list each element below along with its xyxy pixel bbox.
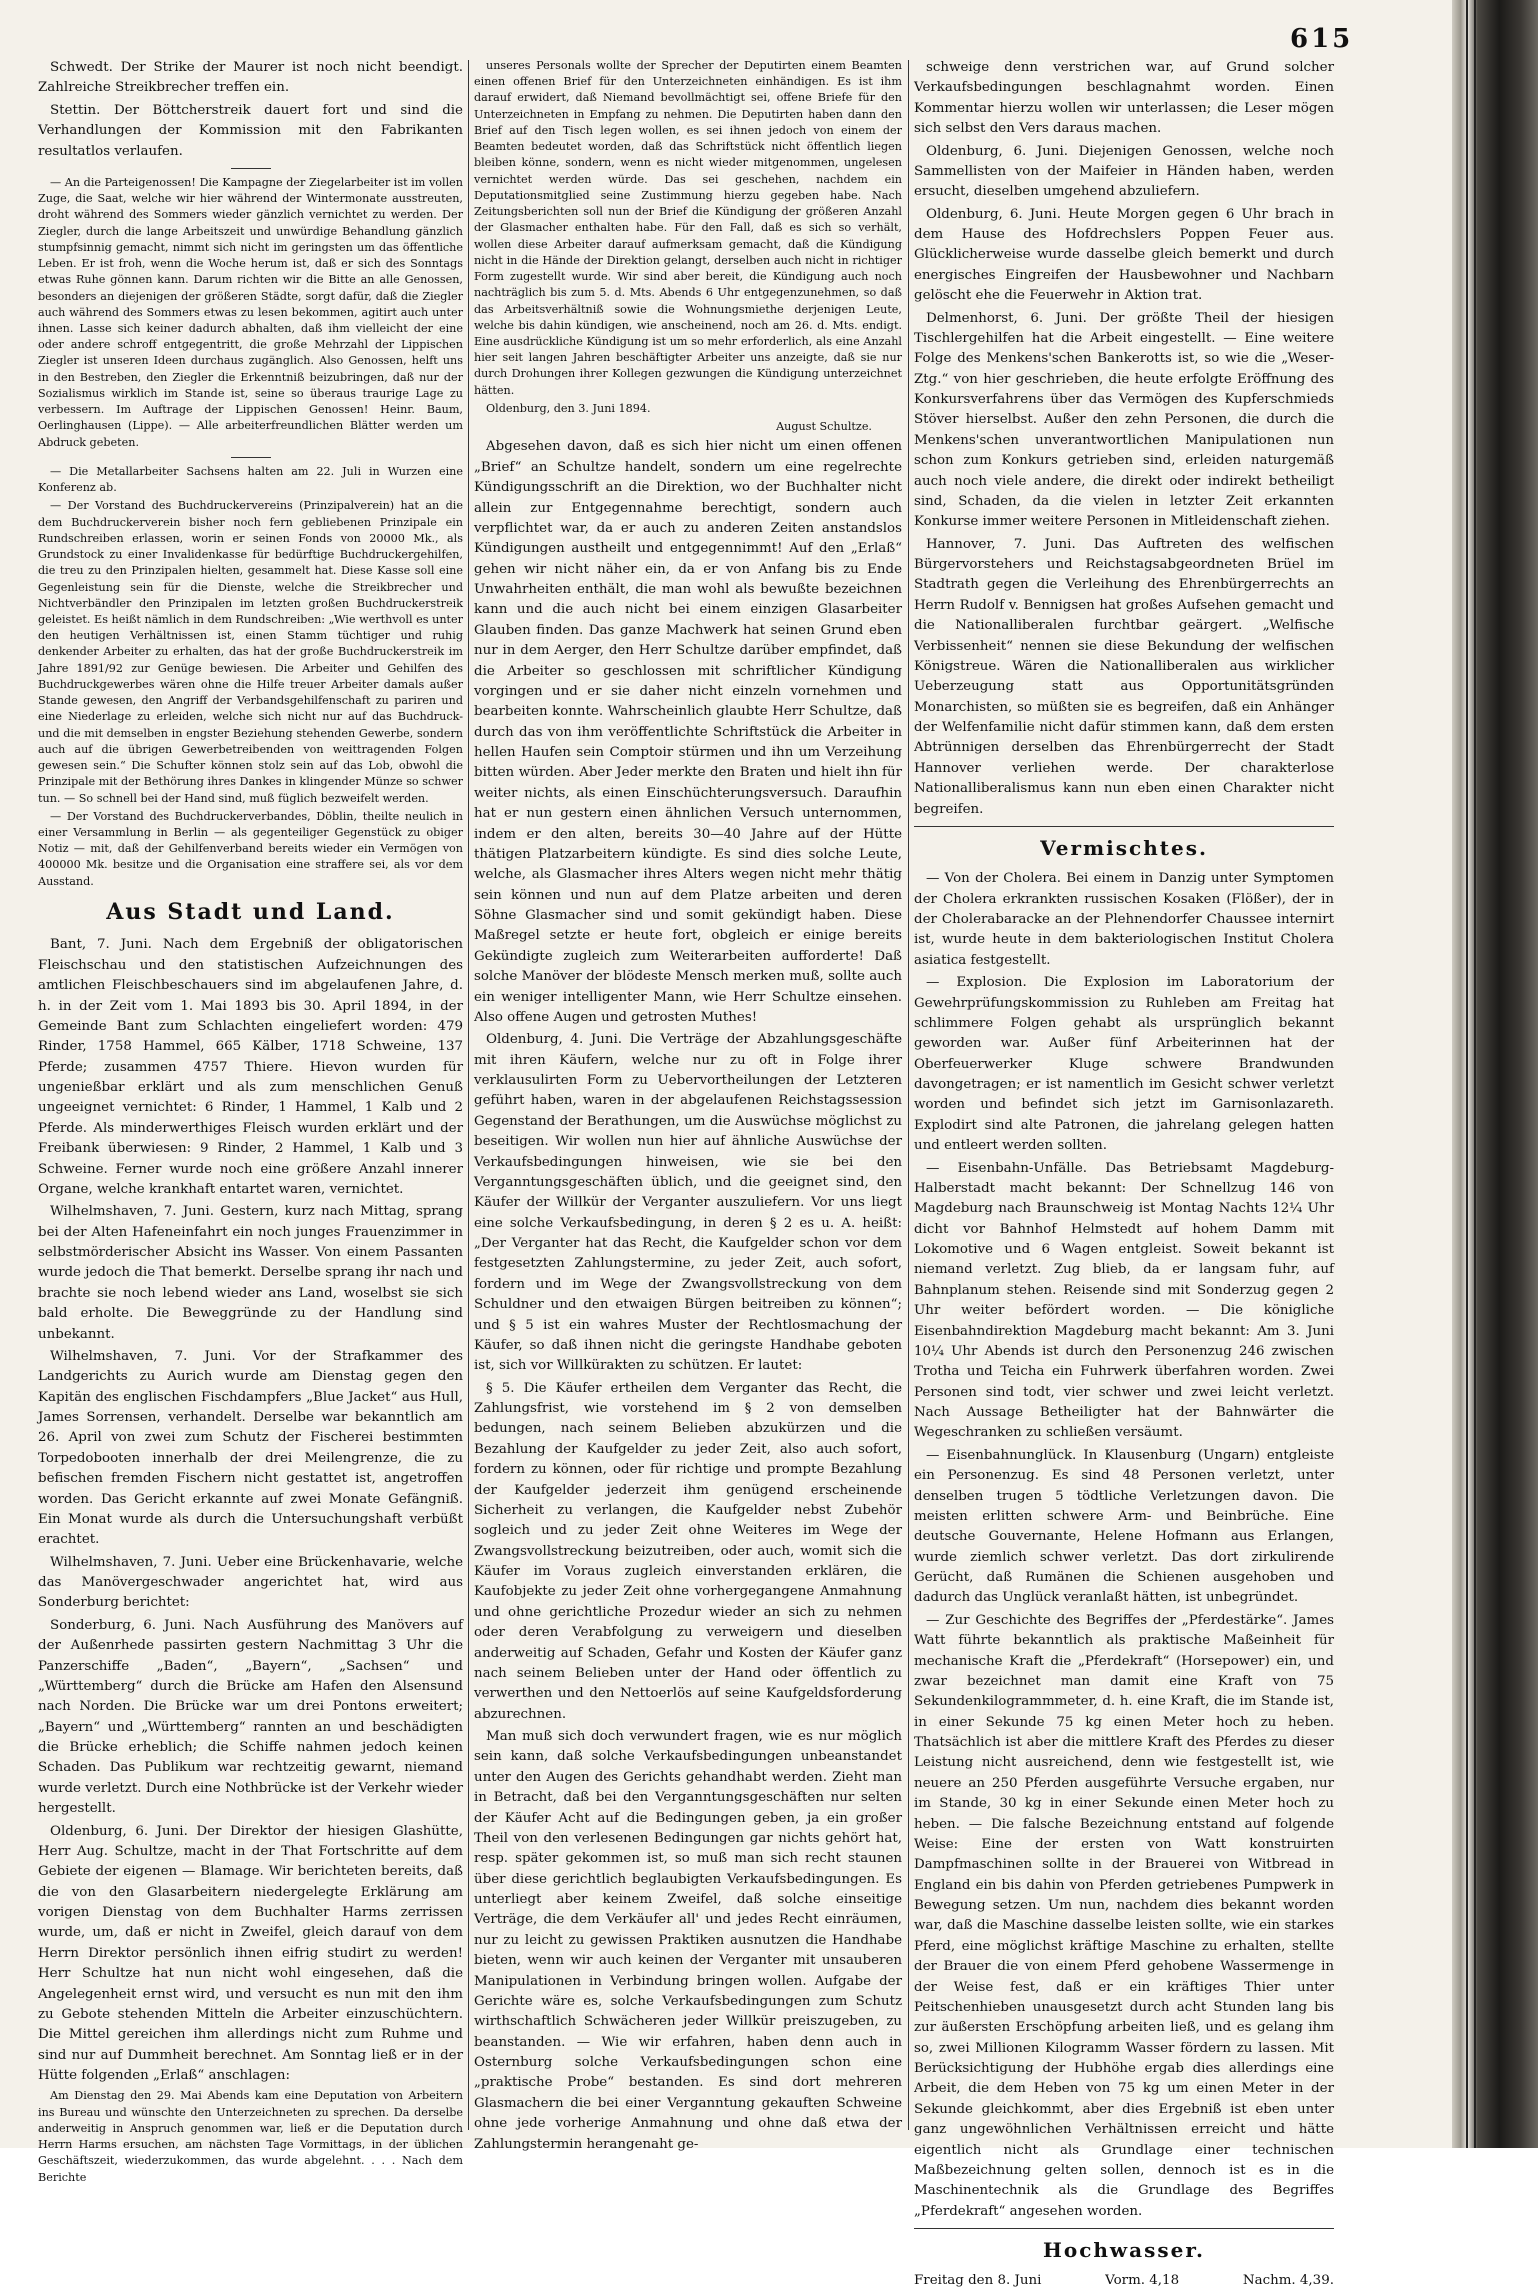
- page-number: 615: [1290, 24, 1354, 54]
- tide-table-row: [914, 2271, 1334, 2291]
- article-oldenburg-sammellisten: Oldenburg, 6. Juni. Diejenigen Genossen, welche noch Sammellisten von der Maifeier in Händen haben, werden ersucht, dieselben umgehend abzuliefern.: [914, 143, 1334, 200]
- article-pferdestaerke: — Zur Geschichte des Begriffes der „Pferdestärke“. James Watt führte bekanntlich als praktische Maßeinheit für mechanische Kraft die „Pferdekraft“ (Horsepower) ein, und zwar bezeichnet man damit eine Kraft von 75 Sekundenkilogrammmeter, d. h. eine Kraft, die im Stande ist, in einer Sekunde 75 kg einen Meter hoch zu heben. Thatsächlich ist aber die mittlere Kraft des Pferdes zu dieser Leistung nicht ausreichend, denn wie festgestellt ist, wie neuere an 250 Pferden ausgeführte Versuche ergaben, nur im Stande, 30 kg in einer Sekunde einen Meter hoch zu heben. — Die falsche Bezeichnung entstand auf folgende Weise: Eine der ersten von Watt konstruirten Dampfmaschinen sollte in der Brauerei von Witbread in England ein bis dahin von Pferden getriebenes Pumpwerk in Bewegung setzen. Um nun, nachdem dies bekannt worden war, daß die Maschine dasselbe leisten sollte, wie ein starkes Pferd, eine möglichst kräftige Maschine zu erhalten, stellte der Brauer die von einem Pferd gehobene Wassermenge in der Weise fest, daß er ein kräftiges Thier unter Peitschenhieben unausgesetzt durch acht Stunden lang bis zur äußersten Erschöpfung arbeiten ließ, und es gelang ihm so, zwei Millionen Kilogramm Wasser fördern zu lassen. Mit Berücksichtigung der Hubhöhe ergab dies allerdings eine Arbeit, die dem Heben von 75 kg um einen Meter in der Sekunde gleichkommt, aber dies Ergebniß ist eben unter ganz ungewöhnlichen Verhältnissen erreicht und hätte eigentlich nicht als Grundlage einer technischen Maßbezeichnung gelten sollen, dennoch ist es in die Maschinentechnik als die Grundlage des Begriffes „Pferdekraft“ angesehen worden.: [914, 1612, 1334, 2219]
- article-wilhelmshaven-1: Wilhelmshaven, 7. Juni. Gestern, kurz nach Mittag, sprang bei der Alten Hafeneinfahrt ein noch junges Frauenzimmer in selbstmörderischer Absicht ins Wasser. Von einem Passanten wurde jedoch die That bemerkt. Derselbe sprang ihr nach und brachte sie noch lebend wieder ans Land, woselbst sie sich bald erholte. Die Beweggründe zu der Handlung sind unbekannt.: [38, 1204, 463, 1342]
- article-eisenbahn-unfaelle: — Eisenbahn-Unfälle. Das Betriebsamt Magdeburg-Halberstadt macht bekannt: Der Schnellzug 146 von Magdeburg nach Braunschweig ist Montag Nachts 12¼ Uhr dicht vor Bahnhof Helmstedt auf hohem Damm mit Lokomotive und 6 Wagen entgleist. Soweit bekannt ist niemand verletzt. Zug blieb, da er langsam fuhr, auf Bahnplanum stehen. Reisende sind mit Sonderzug gegen 2 Uhr weiter befördert worden. — Die königliche Eisenbahndirektion Magdeburg macht bekannt: Am 3. Juni 10¼ Uhr Abends ist durch den Personenzug 246 zwischen Trotha und Teicha ein Fuhrwerk überfahren worden. Zwei Personen sind todt, vier schwer und zwei leicht verletzt. Nach Aussage Betheiligter hat der Bahnwärter die Wegeschranken zu schließen versäumt.: [914, 1160, 1334, 1441]
- book-binding-edge: [1452, 0, 1538, 2148]
- binding-line: [1466, 0, 1468, 2148]
- section-heading-hochwasser: Hochwasser.: [1042, 2238, 1206, 2263]
- tide-morning: Vorm. 4,18: [1105, 2273, 1180, 2289]
- article-wilhelmshaven-3: Wilhelmshaven, 7. Juni. Ueber eine Brückenhavarie, welche das Manövergeschwader angerichtet hat, wird aus Sonderburg berichtet:: [38, 1554, 463, 1611]
- article-sonderburg: Sonderburg, 6. Juni. Nach Ausführung des Manövers auf der Außenrhede passirten gestern Nachmittag 3 Uhr die Panzerschiffe „Baden“, „Bayern“, „Sachsen“ und „Württemberg“ durch die Brücke am Hafen den Alsensund nach Norden. Die Brücke war um drei Pontons erweitert; „Bayern“ und „Württemberg“ rannten an und beschädigten die Brücke erheblich; die Schiffe nahmen jedoch keinen Schaden. Das Publikum war rechtzeitig gewarnt, niemand wurde verletzt. Durch eine Nothbrücke ist der Verkehr wieder hergestellt.: [38, 1617, 463, 1817]
- separator: [914, 2228, 1334, 2229]
- article-verkaufsbedingungen: Man muß sich doch verwundert fragen, wie es nur möglich sein kann, daß solche Verkaufsbedingungen unbeanstandet unter den Augen des Gerichts gehandhabt werden. Zieht man in Betracht, daß bei den Verganntungsgeschäften nur selten der Käufer Acht auf die Bedingungen geben, ja ein großer Theil von den verlesenen Bedingungen gar nichts gehört hat, resp. später gekommen ist, so muß man sich recht staunen über diese gerichtlich beglaubigten Verkaufsbedingungen. Es unterliegt aber keinem Zweifel, daß solche einseitige Verträge, die dem Verkäufer all' und jedes Recht einräumen, nur zu leicht zu gewissen Praktiken ausnutzen die Handhabe bieten, wenn wir auch keinen der Verganter mit unsauberen Manipulationen in Verbindung bringen wollen. Aufgabe der Gerichte wäre es, solche Verkaufsbedingungen zum Schutz wirthschaftlich Schwächeren jeder Willkür preiszugeben, zu beanstanden. — Wie wir erfahren, haben denn auch in Osternburg solche Verkaufsbedingungen schon eine „praktische Probe“ bestanden. Es sind dort mehreren Glasmachern die bei einer Verganntung gekauften Schweine ohne jede vorherige Anmahnung und ohne daß etwa der Zahlungstermin herangenaht ge-: [474, 1729, 902, 2152]
- article-oldenburg-abzahlung: Oldenburg, 4. Juni. Die Verträge der Abzahlungsgeschäfte mit ihren Käufern, welche nur zu oft in Folge ihrer verklausulirten Form zu Uebervortheilungen der Letzteren geführt haben, waren in der abgelaufenen Reichstagssession Gegenstand der Berathungen, um die Auswüchse möglichst zu beseitigen. Wir wollen nun hier auf ähnliche Auswüchse der Verkaufsbedingungen hinweisen, wie sie bei den Verganntungsgeschäften üblich, und die geeignet sind, den Käufer der Willkür der Verganter auszuliefern. Vor uns liegt eine solche Verkaufsbedingung, in deren § 2 es u. A. heißt: „Der Verganter hat das Recht, die Kaufgelder schon vor dem festgesetzten Zahlungstermine, zu jeder Zeit, auch sofort, fordern und im Wege der Zwangsvollstreckung von dem Schuldner und den etwaigen Bürgen beitreiben zu können“; und § 5 ist ein wahres Muster der Rechtlosmachung der Käufer, so daß ihnen nicht die geringste Handhabe geboten ist, sich vor Willkürakten zu schützen. Er lautet:: [474, 1032, 902, 1374]
- section-heading-stadt-land: Aus Stadt und Land.: [106, 898, 395, 925]
- article-wilhelmshaven-2: Wilhelmshaven, 7. Juni. Vor der Strafkammer des Landgerichts zu Aurich wurde am Dienstag gegen den Kapitän des englischen Fischdampfers „Blue Jacket“ aus Hull, James Sorrensen, verhandelt. Derselbe war bekanntlich am 26. April von zwei zum Schutz der Fischerei bestimmten Torpedobooten innerhalb der drei Meilengrenze, die zu befischen fremden Fischern nicht gestattet ist, angetroffen worden. Das Gericht erkannte auf zwei Monate Gefängniß. Ein Monat wurde als durch die Untersuchungshaft verbüßt erachtet.: [38, 1348, 463, 1548]
- article-ziegelarbeiter: — An die Parteigenossen! Die Kampagne der Ziegelarbeiter ist im vollen Zuge, die Saat, welche wir hier während der Wintermonate ausstreuten, droht während des Sommers wieder gänzlich vernichtet zu werden. Der Ziegler, durch die lange Arbeitszeit und unwürdige Behandlung gänzlich stumpfsinnig gemacht, nimmt sich nicht im geringsten um das öffentliche Leben. Er ist froh, wenn die Woche herum ist, daß er sich des Sonntags etwas Ruhe gönnen kann. Darum richten wir die Bitte an alle Genossen, besonders an diejenigen der größeren Städte, sorgt dafür, daß die Ziegler auch während des Sommers etwas zu lesen bekommen, agitirt auch unter ihnen. Lasse sich keiner dadurch abhalten, daß ihm vielleicht der eine oder andere schroff entgegentritt, die große Mehrzahl der Lippischen Ziegler ist unseren Ideen durchaus zugänglich. Also Genossen, helft uns in den Bestreben, den Ziegler die Erkenntniß beizubringen, daß nur der Sozialismus wirklich im Stande ist, seine so überaus traurige Lage zu verbessern. Im Auftrage der Lippischen Genossen! Heinr. Baum, Oerlinghausen (Lippe). — Alle arbeiterfreundlichen Blätter werden um Abdruck gebeten.: [38, 175, 463, 449]
- tide-afternoon: Nachm. 4,39.: [1242, 2273, 1334, 2289]
- article-cholera: — Von der Cholera. Bei einem in Danzig unter Symptomen der Cholera erkrankten russischen Kosaken (Flößer), der in der Cholerabaracke an der Plehnendorfer Chaussee internirt ist, wurde heute in dem bakteriologischen Institut Cholera asiatica festgestellt.: [914, 871, 1334, 968]
- article-buchdruckerverband: — Der Vorstand des Buchdruckerverbandes, Döblin, theilte neulich in einer Versammlung in Berlin — als gegenteiliger Gegenstück zu obiger Notiz — mit, daß der Gehilfenverband bereits wieder ein Vermögen von 400000 Mk. besitze und die Organisation eine straffere sei, als vor dem Ausstand.: [38, 809, 463, 888]
- quoted-paragraph-5: § 5. Die Käufer ertheilen dem Verganter das Recht, die Zahlungsfrist, wie vorstehend im § 2 von demselben bedungen, nach seinem Belieben abzukürzen und die Bezahlung der Kaufgelder zu jeder Zeit, also auch sofort, fordern zu können, oder für richtige und prompte Bezahlung der Kaufgelder jederzeit ihm genügend erscheinende Sicherheit zu verlangen, die Kaufgelder nebst Zubehör sogleich und zu jeder Zeit ohne Weiteres im Wege der Zwangsvollstreckung beizutreiben, oder auch, womit sich die Käufer im Voraus zugleich einverstanden erklären, die Kaufobjekte zu jeder Zeit ohne vorhergegangene Anmahnung und ohne gerichtliche Prozedur wieder an sich zu nehmen oder deren Verabfolgung zu verweigern und dieselben anderweitig auf Schaden, Gefahr und Kosten der Käufer ganz nach seinem Belieben unter der Hand oder öffentlich zu verwerthen und den Nettoerlös auf seine Kaufgeldsforderung abzurechnen.: [474, 1380, 902, 1722]
- article-stettin: Stettin. Der Böttcherstreik dauert fort und sind die Verhandlungen der Kommission mit den Fabrikanten resultatlos verlaufen.: [38, 102, 463, 159]
- section-heading-vermischtes: Vermischtes.: [1040, 835, 1208, 860]
- article-explosion: — Explosion. Die Explosion im Laboratorium der Gewehrprüfungskommission zu Ruhleben am Freitag hat schlimmere Folgen gehabt als ursprünglich bekannt geworden war. Außer fünf Arbeiterinnen hat der Oberfeuerwerker Kluge schwere Brandwunden davongetragen; er ist namentlich im Gesicht schwer verletzt worden und befindet sich jetzt im Garnisonlazareth. Explodirt sind alte Patronen, die jahrelang gelegen hatten und entleert werden sollten.: [914, 975, 1334, 1154]
- erlass-date-line: Oldenburg, den 3. Juni 1894.: [486, 401, 651, 415]
- quoted-erlass-start: Am Dienstag den 29. Mai Abends kam eine Deputation von Arbeitern ins Bureau und wünschte den Unterzeichneten zu sprechen. Da derselbe anderweitig in Anspruch genommen war, ließ er die Deputation durch Herrn Harms ersuchen, am nächsten Tage Vormittags, in der üblichen Geschäftszeit, wiederzukommen, das wurde abgelehnt. . . . Nach dem Berichte: [38, 2089, 463, 2184]
- column-left: [38, 58, 463, 2184]
- article-oldenburg-feuer: Oldenburg, 6. Juni. Heute Morgen gegen 6 Uhr brach in dem Hause des Hofdrechslers Poppen Feuer aus. Glücklicherweise wurde dasselbe gleich bemerkt und durch energisches Eingreifen der Hausbewohner und Nachbarn gelöscht ehe die Feuerwehr in Aktion trat.: [914, 206, 1334, 304]
- article-buchdruckerverein: — Der Vorstand des Buchdruckervereins (Prinzipalverein) hat an die dem Buchdruckerverein bisher noch fern gebliebenen Prinzipale ein Rundschreiben erlassen, worin er seinen Fonds von 20000 Mk., als Grundstock zu einer Invalidenkasse für bedürftige Buchdruckergehilfen, die treu zu den Prinzipalen hielten, gesammelt hat. Diese Kasse soll eine Gegenleistung sein für die Dienste, welche die Streikbrecher und Nichtverbändler den Prinzipalen im letzten großen Buchdruckerstreik geleistet. Es heißt nämlich in dem Rundschreiben: „Wie werthvoll es unter den heutigen Verhältnissen ist, einen Stamm tüchtiger und ruhig denkender Arbeiter zu erhalten, das hat der große Buchdruckerstreik im Jahre 1891/92 zur Genüge bewiesen. Die Arbeiter und Gehilfen des Buchdruckgewerbes wären ohne die Hilfe treuer Arbeiter damals außer Stande gewesen, den Angriff der Verbandsgehilfenschaft zu pariren und eine Niederlage zu erleiden, welche sich nicht nur auf das Buchdruck- und die mit demselben in engster Beziehung stehenden Gewerbe, sondern auch auf die übrigen Gewerbetreibenden von weittragenden Folgen gewesen sein.“ Die Schufter können stolz sein auf das Lob, obwohl die Prinzipale mit der Bethörung ihres Dankes in klingender Münze so schwer tun. — So schnell bei der Hand sind, muß füglich bezweifelt werden.: [38, 499, 463, 805]
- quoted-erlass-continued: unseres Personals wollte der Sprecher der Deputirten einem Beamten einen offenen Brief für den Unterzeichneten einhändigen. Es ist ihm darauf erwidert, daß Niemand bevollmächtigt sei, offene Briefe für den Unterzeichneten in Empfang zu nehmen. Die Deputirten haben dann den Brief auf den Tisch legen wollen, es sei ihnen jedoch von einem der Beamten bedeutet worden, daß das Schriftstück nicht öffentlich liegen bleiben könne, sondern, wenn es nicht wieder mitgenommen, ungelesen vernichtet werden würde. Das sei geschehen, nachdem ein Deputationsmitglied seine Zustimmung hierzu gegeben habe. Nach Zeitungsberichten soll nun der Brief die Kündigung der größeren Anzahl der Glasmacher enthalten habe. Für den Fall, daß es sich so verhält, wollen diese Arbeiter darauf aufmerksam gemacht, daß die Kündigung nicht in die Hände der Direktion gelangt, derselben auch nicht in richtiger Form zugestellt wurde. Wir sind aber bereit, die Kündigung auch noch nachträglich bis zum 5. d. Mts. Abends 6 Uhr entgegenzunehmen, so daß das Arbeitsverhältniß sowie die Wohnungsmiethe derjenigen Leute, welche bis dahin kündigen, wie anscheinend, noch am 26. d. Mts. endigt. Eine ausdrückliche Kündigung ist um so mehr erforderlich, als eine Anzahl hier seit langen Jahren beschäftigter Arbeiter uns anzeigte, daß sie nur durch Drohungen ihrer Kollegen gezwungen die Kündigung unterzeichnet hätten.: [474, 59, 902, 397]
- column-middle: [474, 58, 902, 2152]
- column-right: [914, 58, 1334, 2289]
- article-hannover: Hannover, 7. Juni. Das Auftreten des welfischen Bürgervorstehers und Reichstagsabgeordneten Brüel im Stadtrath gegen die Verleihung des Ehrenbürgerrechts an Herrn Rudolf v. Bennigsen hat großes Aufsehen gemacht und die Nationalliberalen furchtbar geärgert. „Welfische Verbissenheit“ nennen sie diese Bekundung der welfischen Königstreue. Wären die Nationalliberalen aus wirklicher Ueberzeugung statt aus Opportunitätsgründen Monarchisten, so müßten sie es begreifen, daß ein Anhänger der Welfenfamilie nicht dafür stimmen kann, daß dem ersten Abtrünnigen derselben das Ehrenbürgerrecht der Stadt Hannover verliehen werde. Der charakterlose Nationalliberalismus kann nun eben einen Charakter nicht begreifen.: [914, 536, 1334, 817]
- article-metallarbeiter: — Die Metallarbeiter Sachsens halten am 22. Juli in Wurzen eine Konferenz ab.: [38, 464, 463, 495]
- separator: [914, 826, 1334, 827]
- column-divider: [908, 60, 909, 2130]
- column-divider: [468, 60, 469, 2130]
- tide-day: Freitag den 8. Juni: [914, 2273, 1042, 2289]
- separator: [231, 168, 271, 169]
- article-schwedt: Schwedt. Der Strike der Maurer ist noch nicht beendigt. Zahlreiche Streikbrecher treffen ein.: [38, 60, 463, 96]
- article-delmenhorst: Delmenhorst, 6. Juni. Der größte Theil der hiesigen Tischlergehilfen hat die Arbeit eingestellt. — Eine weitere Folge des Menkens'schen Bankerotts ist, so wie die „Weser-Ztg.“ von hier geschrieben, die heute erfolgte Eröffnung des Konkursverfahrens über das Vermögen des Kupferschmieds Stöver hierselbst. Außer den zehn Personen, die durch die Menkens'schen unverantwortlichen Manipulationen nun schon zum Konkurs getrieben sind, erleiden naturgemäß auch noch viele andere, die direkt oder indirekt betheiligt sind, Schaden, da die vielen in letzter Zeit erkannten Konkurse immer weitere Personen in Mitleidenschaft ziehen.: [914, 310, 1334, 530]
- article-commentary: Abgesehen davon, daß es sich hier nicht um einen offenen „Brief“ an Schultze handelt, sondern um eine regelrechte Kündigungsschrift an die Direktion, wo der Buchhalter nicht allein zur Entgegennahme berechtigt, sondern auch verpflichtet war, da er auch zu anderen Zeiten anstandslos Kündigungen austheilt und entgegennimmt! Auf den „Erlaß“ gehen wir nicht näher ein, da er von Anfang bis zu Ende Unwahrheiten enthält, die man wohl als bewußte bezeichnen kann und die auch nicht bei einem einzigen Glasarbeiter Glauben finden. Das ganze Machwerk hat seinen Grund eben nur in dem Aerger, den Herr Schultze darüber empfindet, daß die Arbeiter so geschlossen mit schriftlicher Kündigung vorgingen und er sie daher nicht einzeln vornehmen und bearbeiten konnte. Wahrscheinlich glaubte Herr Schultze, daß durch das von ihm veröffentlichte Schriftstück die Arbeiter in hellen Haufen sein Comptoir stürmen und ihn um Verzeihung bitten würden. Aber Jeder merkte den Braten und hielt ihn für weiter nichts, als einen Einschüchterungsversuch. Daraufhin hat er nun gestern einen ähnlichen Versuch unternommen, indem er den alten, bereits 30—40 Jahre auf der Hütte thätigen Platzarbeitern kündigte. Es sind dies solche Leute, welche, als Glasmacher ihres Alters wegen nicht mehr thätig sein können und nun auf dem Platze arbeiten und deren Söhne Glasmacher sind und somit gekündigt haben. Diese Maßregel setzte er heute fort, obgleich er einige bereits Gekündigte zugleich zum Weiterarbeiten aufforderte! Daß solche Manöver der blödeste Mensch merken muß, sollte auch ein weniger intelligenter Mann, wie Herr Schultze einsehen. Also offene Augen und getrosten Muthes!: [474, 439, 902, 1025]
- article-continued: schweige denn verstrichen war, auf Grund solcher Verkaufsbedingungen beschlagnahmt worden. Einen Kommentar hierzu wollen wir unterlassen; die Leser mögen sich selbst den Vers daraus machen.: [914, 60, 1334, 137]
- article-bant: Bant, 7. Juni. Nach dem Ergebniß der obligatorischen Fleischschau und den statistischen Aufzeichnungen des amtlichen Fleischbeschauers sind im abgelaufenen Jahre, d. h. in der Zeit vom 1. Mai 1893 bis 30. April 1894, in der Gemeinde Bant zum Schlachten eingeliefert worden: 479 Rinder, 1758 Hammel, 665 Kälber, 1718 Schweine, 137 Pferde; zusammen 4757 Thiere. Hievon wurden für ungenießbar erklärt und als zum menschlichen Genuß ungeeignet vernichtet: 6 Rinder, 1 Hammel, 1 Kalb und 2 Pferde. Als minderwerthiges Fleisch wurden erklärt und der Freibank überwiesen: 9 Rinder, 2 Hammel, 1 Kalb und 3 Schweine. Ferner wurde noch eine größere Anzahl innerer Organe, welche krankhaft entartet waren, vernichtet.: [38, 937, 463, 1197]
- erlass-signature: August Schultze.: [776, 420, 872, 434]
- binding-line: [1474, 0, 1476, 2148]
- separator: [231, 457, 271, 458]
- article-eisenbahnunglueck: — Eisenbahnunglück. In Klausenburg (Ungarn) entgleiste ein Personenzug. Es sind 48 Personen verletzt, unter denselben trugen 5 tödtliche Verletzungen davon. Die meisten erlitten schwere Arm- und Beinbrüche. Eine deutsche Gouvernante, Helene Hofmann aus Erlangen, wurde ziemlich schwer verletzt. Das dort zirkulirende Gerücht, daß Rumänen die Schienen ausgehoben und dadurch das Unglück veranlaßt hätten, ist unbegründet.: [914, 1447, 1334, 1606]
- article-oldenburg-glashuette: Oldenburg, 6. Juni. Der Direktor der hiesigen Glashütte, Herr Aug. Schultze, macht in der That Fortschritte auf dem Gebiete der eigenen — Blamage. Wir berichteten bereits, daß die von den Glasarbeitern niedergelegte Erklärung am vorigen Dienstag von dem Buchhalter Harms zerrissen wurde, um, daß er nicht in Zweifel, gleich darauf von dem Herrn Direktor persönlich ihnen eifrig studirt zu werden! Herr Schultze hat nun nicht wohl eingesehen, daß die Angelegenheit ernst wird, und versucht es nun mit den ihm zu Gebote stehenden Mitteln die Arbeiter einzuschüchtern. Die Mittel gereichen ihm allerdings nicht zum Ruhme und sind nur auf Dummheit berechnet. Am Sonntag ließ er in der Hütte folgenden „Erlaß“ anschlagen:: [38, 1823, 463, 2084]
